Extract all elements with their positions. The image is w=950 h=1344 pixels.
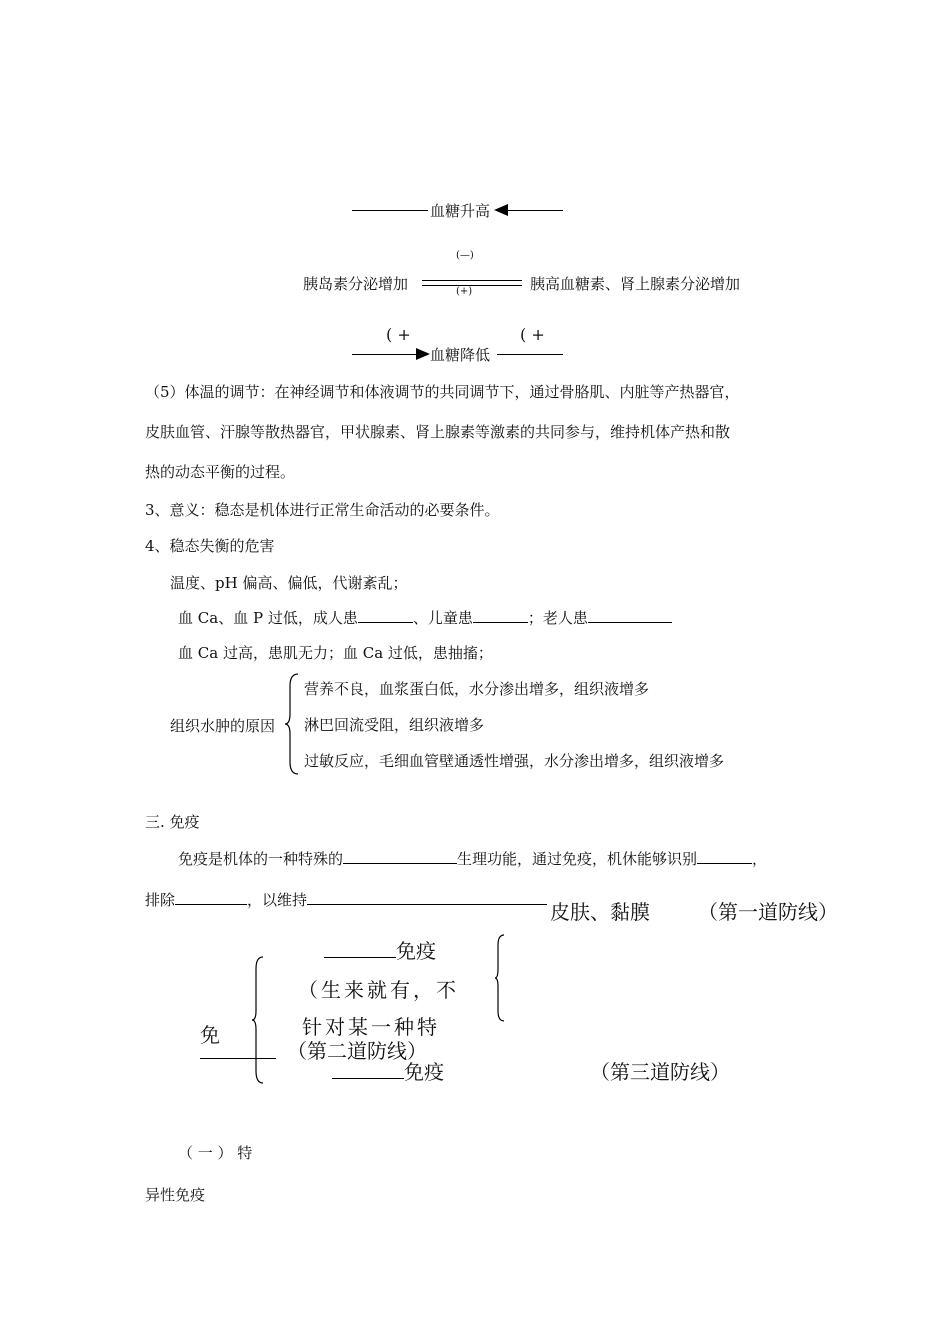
specific-immunity — [332, 1059, 444, 1085]
top-right-line — [506, 210, 563, 211]
item-4: 4、稳态失衡的危害 — [145, 537, 275, 555]
blank-exclude[interactable] — [175, 904, 247, 905]
blank-adult[interactable] — [358, 622, 413, 623]
mian-underline — [200, 1058, 276, 1059]
p2-b: ，以维持 — [247, 891, 308, 909]
top-label: 血糖升高 — [430, 202, 491, 220]
p1-b: 生理功能，通过免疫，机休能够识别 — [457, 850, 698, 868]
blank-special[interactable] — [343, 863, 457, 864]
item-3: 3、意义：稳态是机体进行正常生命活动的必要条件。 — [145, 501, 500, 519]
bottom-label: 血糖降低 — [430, 346, 491, 364]
left-brace-icon — [284, 672, 300, 776]
harm-2-c: ；老人患 — [527, 609, 588, 627]
skin-mucosa: 皮肤、黏膜 — [550, 900, 650, 924]
harm-1: 温度、pH 偏高、偏低，代谢紊乱； — [170, 574, 408, 592]
left-text: 胰岛素分泌增加 — [303, 275, 409, 293]
p5-line-2: 皮肤血管、汗腺等散热器官，甲状腺素、肾上腺素等激素的共同参与，维持机体产热和散 — [145, 423, 731, 441]
top-left-line — [352, 210, 428, 211]
edema-1: 营养不良，血浆蛋白低，水分渗出增多，组织液增多 — [304, 680, 650, 698]
harm-3: 血 Ca 过高，患肌无力；血 Ca 过低，患抽搐； — [178, 644, 493, 662]
right-small-brace-icon — [494, 933, 508, 1023]
harm-2-a: 血 Ca、血 P 过低，成人患 — [178, 609, 358, 627]
blank-child[interactable] — [473, 622, 528, 623]
p1-a: 免疫是机体的一种特殊的 — [178, 850, 344, 868]
harm-2-b: 、儿童患 — [412, 609, 473, 627]
innate-desc-1: （生来就有，不 — [298, 978, 459, 1002]
blank-elderly[interactable] — [588, 622, 672, 623]
double-line-top — [422, 280, 522, 281]
immunity-p2 — [145, 890, 547, 910]
arrow-right-icon — [416, 348, 430, 360]
p5-line-3: 热的动态平衡的过程。 — [145, 463, 296, 481]
third-line: （第三道防线） — [590, 1060, 730, 1084]
sub-heading: （ 一 ） 特 — [178, 1144, 253, 1162]
specific-suffix: 免疫 — [404, 1060, 444, 1084]
innate-suffix: 免疫 — [396, 939, 436, 963]
edema-3: 过敏反应，毛细血管壁通透性增强，水分渗出增多，组织液增多 — [304, 752, 725, 770]
p5-line-1: （5）体温的调节：在神经调节和体液调节的共同调节下，通过骨胳肌、内脏等产热器官， — [145, 383, 740, 401]
p2-a: 排除 — [145, 891, 176, 909]
sub-heading-2: 异性免疫 — [145, 1186, 206, 1204]
right-text: 胰高血糖素、肾上腺素分泌增加 — [530, 275, 741, 293]
plus-left: ( + — [386, 325, 411, 344]
plus-label: (+) — [456, 286, 473, 297]
bottom-left-line — [352, 354, 418, 355]
immunity-heading: 三. 免疫 — [145, 813, 200, 831]
minus-label: (—) — [456, 250, 474, 261]
innate-immunity — [324, 938, 436, 964]
mian-char: 免 — [200, 1023, 220, 1047]
edema-2: 淋巴回流受阻，组织液增多 — [304, 716, 485, 734]
blank-maintain[interactable] — [307, 904, 547, 905]
blank-identify[interactable] — [697, 863, 752, 864]
second-line: （第二道防线） — [287, 1039, 427, 1063]
first-line: （第一道防线） — [698, 900, 838, 924]
harm-2 — [178, 608, 672, 628]
innate-desc-2: 针对某一种特 — [302, 1015, 440, 1039]
p1-c: ， — [752, 850, 768, 868]
blank-specific[interactable] — [332, 1078, 404, 1079]
immunity-p1 — [178, 849, 767, 869]
blank-innate[interactable] — [324, 957, 396, 958]
plus-right: ( + — [520, 325, 545, 344]
bottom-right-line — [497, 354, 563, 355]
edema-label: 组织水肿的原因 — [170, 717, 276, 735]
main-brace-icon — [251, 955, 267, 1085]
